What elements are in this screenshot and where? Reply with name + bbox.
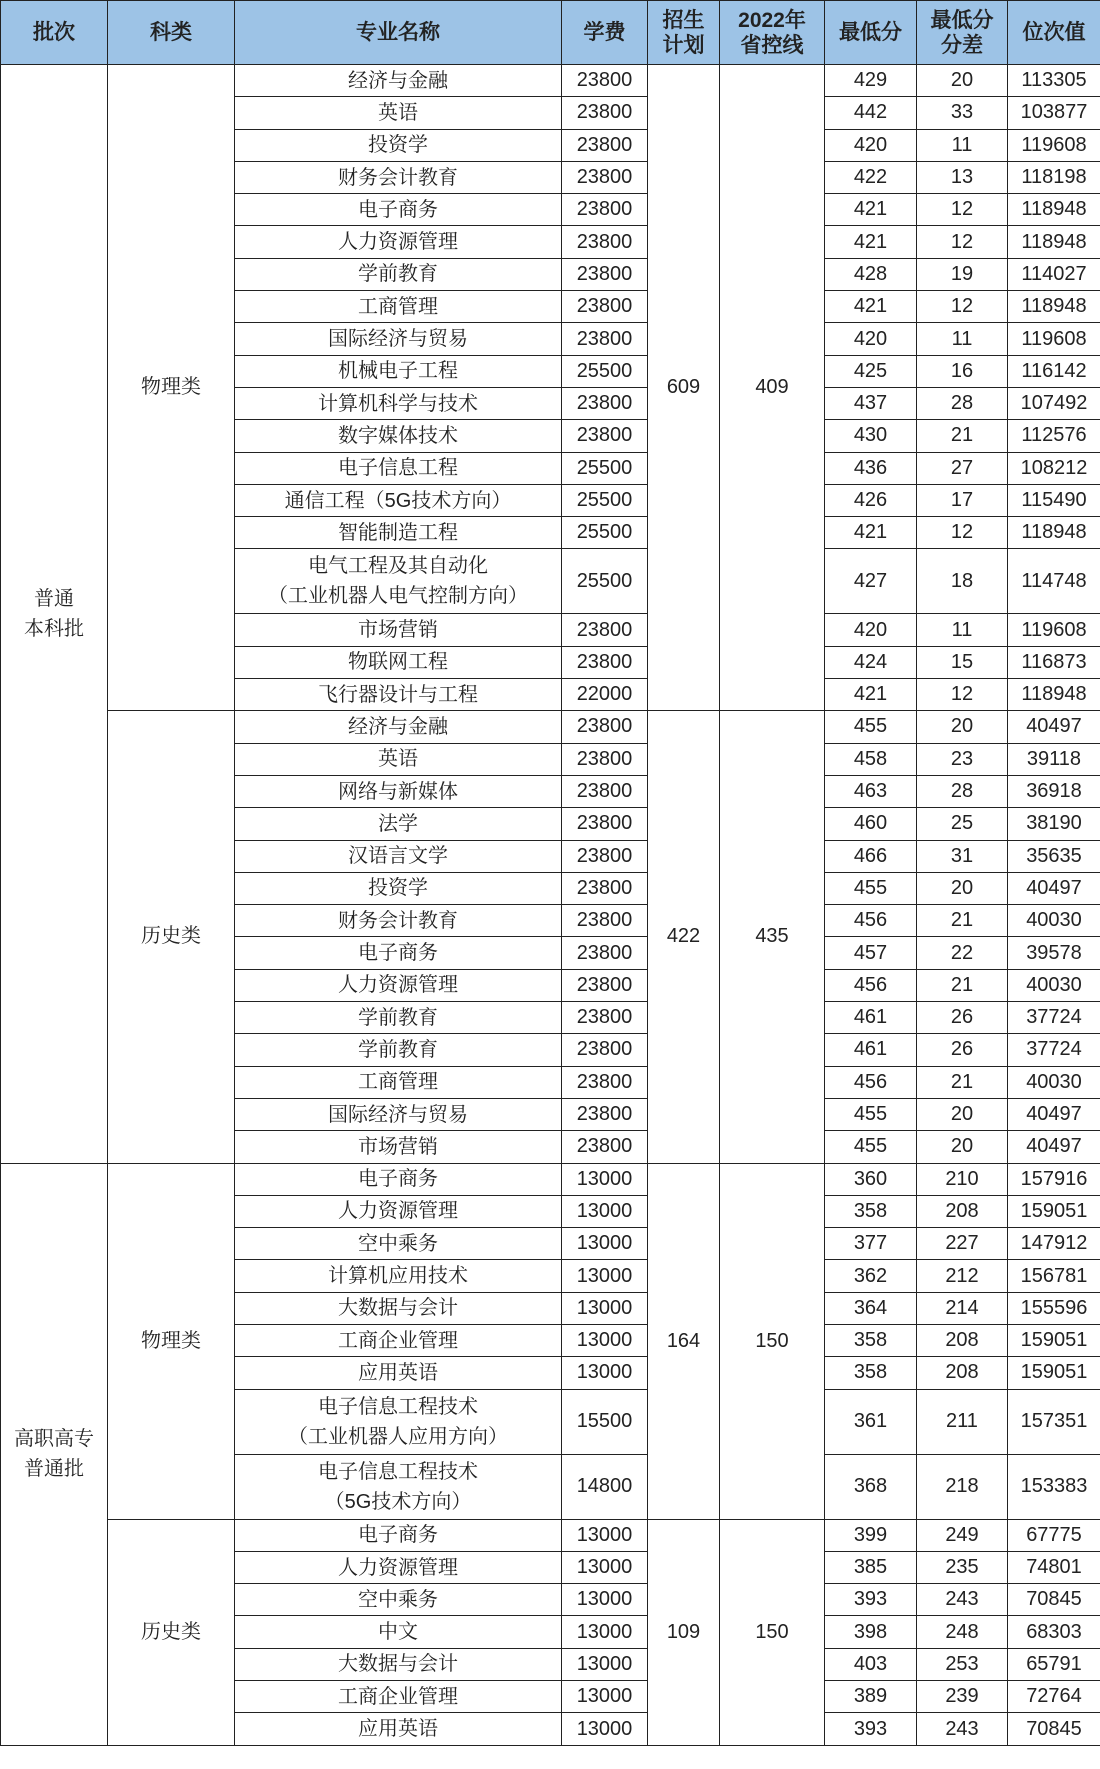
min-score: 456 [825, 905, 917, 937]
rank: 40497 [1008, 1131, 1100, 1163]
min-score: 364 [825, 1292, 917, 1324]
category-cell: 历史类 [108, 1519, 235, 1745]
tuition: 13000 [562, 1228, 648, 1260]
enrollment-plan: 164 [648, 1163, 720, 1519]
tuition: 23800 [562, 161, 648, 193]
tuition: 23800 [562, 872, 648, 904]
rank: 40030 [1008, 969, 1100, 1001]
min-score-diff: 28 [917, 775, 1008, 807]
tuition: 13000 [562, 1681, 648, 1713]
min-score: 421 [825, 517, 917, 549]
min-score: 358 [825, 1195, 917, 1227]
rank: 114027 [1008, 258, 1100, 290]
min-score: 389 [825, 1681, 917, 1713]
major-name: 市场营销 [235, 614, 562, 646]
min-score: 436 [825, 452, 917, 484]
min-score: 429 [825, 65, 917, 97]
tuition: 13000 [562, 1519, 648, 1551]
major-name: 计算机应用技术 [235, 1260, 562, 1292]
major-name: 英语 [235, 97, 562, 129]
rank: 70845 [1008, 1713, 1100, 1745]
min-score: 424 [825, 646, 917, 678]
min-score: 420 [825, 129, 917, 161]
min-score: 425 [825, 355, 917, 387]
min-score-diff: 20 [917, 1098, 1008, 1130]
major-name: 人力资源管理 [235, 969, 562, 1001]
min-score-diff: 28 [917, 387, 1008, 419]
tuition: 23800 [562, 323, 648, 355]
min-score: 427 [825, 549, 917, 614]
min-score: 463 [825, 775, 917, 807]
major-name: 工商企业管理 [235, 1324, 562, 1356]
major-name: 电子信息工程技术 （工业机器人应用方向） [235, 1389, 562, 1454]
tuition: 23800 [562, 808, 648, 840]
major-name: 学前教育 [235, 1034, 562, 1066]
major-name: 电子商务 [235, 1163, 562, 1195]
major-name: 工商管理 [235, 1066, 562, 1098]
tuition: 13000 [562, 1292, 648, 1324]
major-name: 电子商务 [235, 937, 562, 969]
header-tuition: 学费 [562, 1, 648, 65]
min-score: 430 [825, 420, 917, 452]
tuition: 25500 [562, 549, 648, 614]
rank: 107492 [1008, 387, 1100, 419]
min-score-diff: 21 [917, 905, 1008, 937]
major-name: 空中乘务 [235, 1228, 562, 1260]
min-score-diff: 208 [917, 1195, 1008, 1227]
rank: 38190 [1008, 808, 1100, 840]
major-name: 人力资源管理 [235, 1551, 562, 1583]
table-row [1, 65, 1100, 97]
min-score-diff: 21 [917, 420, 1008, 452]
min-score: 457 [825, 937, 917, 969]
major-name: 人力资源管理 [235, 1195, 562, 1227]
rank: 115490 [1008, 484, 1100, 516]
tuition: 23800 [562, 1098, 648, 1130]
min-score: 368 [825, 1454, 917, 1519]
tuition: 25500 [562, 355, 648, 387]
category-cell: 物理类 [108, 65, 235, 711]
min-score-diff: 208 [917, 1357, 1008, 1389]
major-name: 网络与新媒体 [235, 775, 562, 807]
min-score: 421 [825, 291, 917, 323]
min-score: 456 [825, 969, 917, 1001]
control-line: 435 [720, 711, 825, 1163]
min-score-diff: 22 [917, 937, 1008, 969]
header-row [1, 1, 1100, 65]
major-name: 电子商务 [235, 1519, 562, 1551]
rank: 40030 [1008, 1066, 1100, 1098]
tuition: 23800 [562, 194, 648, 226]
rank: 118948 [1008, 679, 1100, 711]
major-name: 电子信息工程 [235, 452, 562, 484]
enrollment-plan: 109 [648, 1519, 720, 1745]
tuition: 22000 [562, 679, 648, 711]
min-score: 428 [825, 258, 917, 290]
tuition: 23800 [562, 905, 648, 937]
rank: 103877 [1008, 97, 1100, 129]
major-name: 应用英语 [235, 1713, 562, 1745]
min-score-diff: 211 [917, 1389, 1008, 1454]
min-score: 455 [825, 1131, 917, 1163]
min-score: 422 [825, 161, 917, 193]
min-score-diff: 11 [917, 614, 1008, 646]
rank: 39578 [1008, 937, 1100, 969]
tuition: 13000 [562, 1163, 648, 1195]
min-score-diff: 25 [917, 808, 1008, 840]
major-name: 投资学 [235, 129, 562, 161]
rank: 67775 [1008, 1519, 1100, 1551]
major-name: 汉语言文学 [235, 840, 562, 872]
rank: 40030 [1008, 905, 1100, 937]
header-category: 科类 [108, 1, 235, 65]
min-score-diff: 212 [917, 1260, 1008, 1292]
rank: 40497 [1008, 711, 1100, 743]
min-score-diff: 15 [917, 646, 1008, 678]
min-score: 461 [825, 1034, 917, 1066]
batch-cell: 普通 本科批 [1, 65, 108, 1164]
min-score-diff: 214 [917, 1292, 1008, 1324]
rank: 118198 [1008, 161, 1100, 193]
rank: 157916 [1008, 1163, 1100, 1195]
min-score-diff: 26 [917, 1034, 1008, 1066]
min-score-diff: 12 [917, 194, 1008, 226]
major-name: 国际经济与贸易 [235, 1098, 562, 1130]
rank: 116142 [1008, 355, 1100, 387]
tuition: 23800 [562, 614, 648, 646]
min-score-diff: 20 [917, 872, 1008, 904]
rank: 155596 [1008, 1292, 1100, 1324]
min-score-diff: 33 [917, 97, 1008, 129]
tuition: 25500 [562, 517, 648, 549]
rank: 118948 [1008, 291, 1100, 323]
min-score-diff: 13 [917, 161, 1008, 193]
tuition: 25500 [562, 484, 648, 516]
rank: 119608 [1008, 323, 1100, 355]
min-score: 455 [825, 1098, 917, 1130]
table-row [1, 1163, 1100, 1195]
major-name: 电气工程及其自动化 （工业机器人电气控制方向） [235, 549, 562, 614]
min-score-diff: 12 [917, 679, 1008, 711]
tuition: 13000 [562, 1260, 648, 1292]
min-score-diff: 21 [917, 1066, 1008, 1098]
min-score-diff: 243 [917, 1713, 1008, 1745]
min-score: 460 [825, 808, 917, 840]
tuition: 23800 [562, 1002, 648, 1034]
tuition: 23800 [562, 743, 648, 775]
min-score: 455 [825, 711, 917, 743]
min-score-diff: 21 [917, 969, 1008, 1001]
min-score: 385 [825, 1551, 917, 1583]
min-score: 442 [825, 97, 917, 129]
category-cell: 历史类 [108, 711, 235, 1163]
control-line: 150 [720, 1163, 825, 1519]
rank: 108212 [1008, 452, 1100, 484]
major-name: 机械电子工程 [235, 355, 562, 387]
rank: 157351 [1008, 1389, 1100, 1454]
major-name: 飞行器设计与工程 [235, 679, 562, 711]
major-name: 大数据与会计 [235, 1292, 562, 1324]
rank: 118948 [1008, 517, 1100, 549]
header-plan: 招生 计划 [648, 1, 720, 65]
tuition: 13000 [562, 1584, 648, 1616]
rank: 156781 [1008, 1260, 1100, 1292]
min-score-diff: 19 [917, 258, 1008, 290]
tuition: 23800 [562, 840, 648, 872]
tuition: 13000 [562, 1616, 648, 1648]
tuition: 23800 [562, 937, 648, 969]
rank: 68303 [1008, 1616, 1100, 1648]
major-name: 经济与金融 [235, 711, 562, 743]
tuition: 15500 [562, 1389, 648, 1454]
min-score: 362 [825, 1260, 917, 1292]
rank: 159051 [1008, 1324, 1100, 1356]
major-name: 计算机科学与技术 [235, 387, 562, 419]
header-rank: 位次值 [1008, 1, 1100, 65]
min-score: 421 [825, 194, 917, 226]
min-score-diff: 12 [917, 517, 1008, 549]
rank: 118948 [1008, 226, 1100, 258]
tuition: 23800 [562, 1034, 648, 1066]
min-score: 358 [825, 1324, 917, 1356]
min-score: 421 [825, 679, 917, 711]
tuition: 13000 [562, 1648, 648, 1680]
min-score: 361 [825, 1389, 917, 1454]
min-score-diff: 11 [917, 323, 1008, 355]
min-score-diff: 239 [917, 1681, 1008, 1713]
min-score: 393 [825, 1584, 917, 1616]
min-score-diff: 20 [917, 1131, 1008, 1163]
min-score: 358 [825, 1357, 917, 1389]
min-score: 360 [825, 1163, 917, 1195]
rank: 40497 [1008, 872, 1100, 904]
tuition: 23800 [562, 226, 648, 258]
rank: 113305 [1008, 65, 1100, 97]
rank: 65791 [1008, 1648, 1100, 1680]
major-name: 中文 [235, 1616, 562, 1648]
rank: 159051 [1008, 1357, 1100, 1389]
rank: 114748 [1008, 549, 1100, 614]
rank: 36918 [1008, 775, 1100, 807]
min-score-diff: 20 [917, 711, 1008, 743]
rank: 74801 [1008, 1551, 1100, 1583]
rank: 119608 [1008, 614, 1100, 646]
table-row [1, 1519, 1100, 1551]
rank: 153383 [1008, 1454, 1100, 1519]
min-score-diff: 12 [917, 291, 1008, 323]
header-batch: 批次 [1, 1, 108, 65]
min-score-diff: 249 [917, 1519, 1008, 1551]
tuition: 13000 [562, 1195, 648, 1227]
major-name: 通信工程（5G技术方向） [235, 484, 562, 516]
tuition: 23800 [562, 129, 648, 161]
min-score: 399 [825, 1519, 917, 1551]
min-score: 420 [825, 323, 917, 355]
min-score: 456 [825, 1066, 917, 1098]
min-score: 403 [825, 1648, 917, 1680]
tuition: 13000 [562, 1551, 648, 1583]
min-score-diff: 235 [917, 1551, 1008, 1583]
min-score-diff: 243 [917, 1584, 1008, 1616]
major-name: 人力资源管理 [235, 226, 562, 258]
rank: 40497 [1008, 1098, 1100, 1130]
tuition: 14800 [562, 1454, 648, 1519]
rank: 118948 [1008, 194, 1100, 226]
major-name: 财务会计教育 [235, 905, 562, 937]
min-score: 458 [825, 743, 917, 775]
header-min-score-diff: 最低分 分差 [917, 1, 1008, 65]
rank: 37724 [1008, 1002, 1100, 1034]
major-name: 国际经济与贸易 [235, 323, 562, 355]
batch-cell: 高职高专 普通批 [1, 1163, 108, 1745]
tuition: 13000 [562, 1357, 648, 1389]
major-name: 物联网工程 [235, 646, 562, 678]
tuition: 25500 [562, 452, 648, 484]
min-score: 437 [825, 387, 917, 419]
rank: 70845 [1008, 1584, 1100, 1616]
tuition: 23800 [562, 387, 648, 419]
rank: 37724 [1008, 1034, 1100, 1066]
category-cell: 物理类 [108, 1163, 235, 1519]
min-score-diff: 26 [917, 1002, 1008, 1034]
tuition: 23800 [562, 969, 648, 1001]
min-score-diff: 18 [917, 549, 1008, 614]
rank: 39118 [1008, 743, 1100, 775]
major-name: 电子商务 [235, 194, 562, 226]
major-name: 法学 [235, 808, 562, 840]
min-score-diff: 208 [917, 1324, 1008, 1356]
major-name: 投资学 [235, 872, 562, 904]
major-name: 电子信息工程技术 （5G技术方向） [235, 1454, 562, 1519]
enrollment-plan: 422 [648, 711, 720, 1163]
tuition: 23800 [562, 1066, 648, 1098]
min-score-diff: 23 [917, 743, 1008, 775]
min-score: 398 [825, 1616, 917, 1648]
major-name: 工商企业管理 [235, 1681, 562, 1713]
min-score-diff: 227 [917, 1228, 1008, 1260]
major-name: 工商管理 [235, 291, 562, 323]
min-score-diff: 17 [917, 484, 1008, 516]
tuition: 23800 [562, 65, 648, 97]
min-score: 377 [825, 1228, 917, 1260]
control-line: 409 [720, 65, 825, 711]
rank: 147912 [1008, 1228, 1100, 1260]
min-score: 421 [825, 226, 917, 258]
min-score-diff: 16 [917, 355, 1008, 387]
min-score-diff: 253 [917, 1648, 1008, 1680]
major-name: 学前教育 [235, 258, 562, 290]
rank: 116873 [1008, 646, 1100, 678]
major-name: 大数据与会计 [235, 1648, 562, 1680]
enrollment-plan: 609 [648, 65, 720, 711]
min-score-diff: 27 [917, 452, 1008, 484]
min-score-diff: 218 [917, 1454, 1008, 1519]
min-score: 461 [825, 1002, 917, 1034]
rank: 72764 [1008, 1681, 1100, 1713]
min-score-diff: 12 [917, 226, 1008, 258]
min-score-diff: 210 [917, 1163, 1008, 1195]
rank: 35635 [1008, 840, 1100, 872]
tuition: 23800 [562, 646, 648, 678]
major-name: 智能制造工程 [235, 517, 562, 549]
major-name: 应用英语 [235, 1357, 562, 1389]
min-score-diff: 31 [917, 840, 1008, 872]
rank: 112576 [1008, 420, 1100, 452]
table-row [1, 711, 1100, 743]
major-name: 财务会计教育 [235, 161, 562, 193]
min-score-diff: 11 [917, 129, 1008, 161]
tuition: 23800 [562, 420, 648, 452]
tuition: 23800 [562, 775, 648, 807]
min-score: 455 [825, 872, 917, 904]
header-min-score: 最低分 [825, 1, 917, 65]
min-score: 420 [825, 614, 917, 646]
control-line: 150 [720, 1519, 825, 1745]
min-score: 393 [825, 1713, 917, 1745]
min-score-diff: 248 [917, 1616, 1008, 1648]
tuition: 23800 [562, 711, 648, 743]
rank: 159051 [1008, 1195, 1100, 1227]
min-score: 466 [825, 840, 917, 872]
min-score-diff: 20 [917, 65, 1008, 97]
major-name: 数字媒体技术 [235, 420, 562, 452]
tuition: 23800 [562, 291, 648, 323]
major-name: 市场营销 [235, 1131, 562, 1163]
major-name: 学前教育 [235, 1002, 562, 1034]
tuition: 23800 [562, 1131, 648, 1163]
tuition: 23800 [562, 258, 648, 290]
major-name: 空中乘务 [235, 1584, 562, 1616]
tuition: 13000 [562, 1713, 648, 1745]
header-control-line: 2022年 省控线 [720, 1, 825, 65]
header-major: 专业名称 [235, 1, 562, 65]
min-score: 426 [825, 484, 917, 516]
major-name: 英语 [235, 743, 562, 775]
tuition: 23800 [562, 97, 648, 129]
major-name: 经济与金融 [235, 65, 562, 97]
rank: 119608 [1008, 129, 1100, 161]
tuition: 13000 [562, 1324, 648, 1356]
